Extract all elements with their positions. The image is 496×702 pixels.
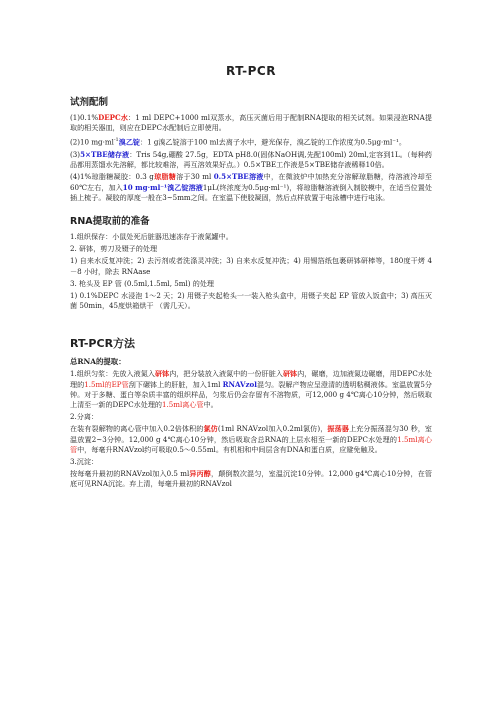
highlight: 琼脂糖 bbox=[153, 172, 177, 182]
text: 1μL(终浓度为0.5μg·ml⁻¹)，将琼脂糖溶液倒入制胶模中，在适当位置处插上梳子。凝胶的厚度一般在3~5mm之间。在室温下使胶凝固，然后点样放置于电泳槽中进行电泳。 bbox=[70, 182, 432, 202]
superscript: -1 bbox=[113, 137, 119, 144]
document-title: RT-PCR bbox=[226, 64, 276, 78]
text: ：1 ml DEPC+1000 ml双蒸水，高压灭菌后用于配制RNA提取的相关试剂。如果浸泡RNA提取的相关器皿，则应在DEPC水配制后立即使用。 bbox=[70, 113, 432, 133]
text: (2)10 mg·ml bbox=[70, 137, 114, 147]
text: 在装有裂解物的离心管中加入0.2倍体积的 bbox=[70, 424, 204, 434]
document-page bbox=[70, 64, 432, 492]
highlight: 氯仿 bbox=[203, 424, 218, 434]
text: 按每毫升最初的RNAVzol加入0.5 ml bbox=[70, 469, 190, 479]
text: 刮下碾钵上的肝脏，加入1ml bbox=[128, 379, 223, 389]
prep-line-2: 2. 研钵，剪刀及镊子的处理 bbox=[70, 244, 158, 254]
text: 1.组织匀浆：先放入液氮入 bbox=[70, 369, 155, 379]
reagent-item-1 bbox=[70, 113, 432, 133]
reagent-item-4 bbox=[70, 172, 432, 203]
prep-line-1: 1.组织保存：小鼠处死后脏器迅速冻存于液氮罐中。 bbox=[70, 231, 233, 241]
text: (1ml RNAVzol加入0.2ml氯仿)， bbox=[217, 424, 328, 434]
text: (3) bbox=[70, 149, 81, 159]
highlight: 异丙醇 bbox=[189, 469, 212, 479]
highlight: 5×TBE储存液 bbox=[80, 149, 130, 159]
reagent-heading: 试剂配制 bbox=[70, 97, 109, 108]
text: ，颠倒数次混匀，室温沉淀10分钟。12,000 g4℃离心10分钟，在管底可见RNA沉淀。弃上清，每毫升最初的RNAVzol bbox=[70, 469, 433, 489]
highlight: 1.5ml的EP管 bbox=[84, 379, 129, 389]
highlight: 研钵 bbox=[282, 369, 298, 379]
text: 溶于30 ml bbox=[176, 172, 214, 182]
text: 混匀。裂解产物应呈澄清的透明粘稠液体。室温放置5分钟。对于多糖、蛋白等杂质丰富的组织样品，匀浆后仍会存留有不溶物质，可12,000 g 4℃离心10分钟，然后吸取上清至一新的DEPC水处理的 bbox=[70, 379, 433, 410]
highlight: 研钵 bbox=[154, 369, 170, 379]
text: 内，把分装放入液氮中的一份肝脏入 bbox=[169, 369, 283, 379]
text: ：1 g溴乙锭溶于100 ml去离子水中，避光保存，溴乙锭的工作浓度为0.5μg·ml⁻¹。 bbox=[140, 137, 406, 147]
method-step-2-label: 2.分离： bbox=[70, 412, 99, 422]
text: 中，每毫升RNAVzol约可吸取0.5～0.55ml。有机相和中间层含有DNA和蛋白质，应避免触及。 bbox=[77, 444, 382, 454]
prep-line-4: 3. 枪头及 EP 管 (0.5ml,1.5ml, 5ml) 的处理 bbox=[70, 278, 215, 288]
highlight: RNAVzol bbox=[222, 379, 257, 389]
text: (4)1%琼脂糖凝胶：0.3 g bbox=[70, 172, 154, 182]
highlight: 0.5×TBE溶液 bbox=[213, 172, 264, 182]
text: ：Tris 54g,硼酸 27.5g，EDTA pH8.0(固体NaOH调,先配100ml) 20ml,定容到1L。（每种药品都用蒸馏水先溶解，都比较难溶，再互溶效果好点。）0.5×TBE工作液是5×TBE储存液稀释10倍。 bbox=[70, 149, 433, 170]
text: (1)0.1% bbox=[70, 113, 99, 122]
text: 中。 bbox=[203, 400, 218, 410]
method-subheading: 总RNA的提取： bbox=[70, 357, 126, 367]
method-step-3 bbox=[70, 469, 432, 489]
reagent-item-3 bbox=[70, 150, 432, 170]
prep-line-3: 1) 自来水反复冲洗；2) 去污剂或者洗涤灵冲洗；3) 自来水反复冲洗；4) 用锡箔纸包裹研钵研棒等，180度干烤 4－8 小时，除去 RNAase bbox=[70, 256, 432, 276]
text: 内，碾磨，边加液氮边碾磨，用DEPC水处理的 bbox=[70, 369, 432, 389]
highlight: 1.5ml离心管 bbox=[162, 400, 204, 410]
method-step-2 bbox=[70, 424, 432, 455]
method-step-3-label: 3.沉淀： bbox=[70, 457, 99, 467]
method-heading: RT-PCR方法 bbox=[70, 337, 136, 351]
prep-heading: RNA提取前的准备 bbox=[70, 215, 150, 227]
highlight: 振荡器 bbox=[327, 424, 349, 434]
prep-line-5: 1) 0.1%DEPC 水浸泡 1～2 天；2) 用镊子夹起枪头一一装入枪头盒中，用镊子夹起 EP 管放入饭盒中；3) 高压灭菌 50min，45度烘箱烘干 （需几天）。 bbox=[70, 291, 432, 311]
highlight: 10 mg·ml⁻¹溴乙锭溶液 bbox=[122, 182, 203, 192]
text: 中，在微波炉中加热充分溶解琼脂糖，待溶液冷却至60℃左右，加入 bbox=[70, 172, 432, 192]
reagent-item-2 bbox=[70, 135, 432, 148]
highlight: DEPC水 bbox=[98, 113, 129, 122]
highlight: 溴乙锭 bbox=[118, 137, 141, 147]
method-step-1 bbox=[70, 369, 432, 410]
highlight: 1.5ml离心管 bbox=[70, 434, 433, 454]
text: 上充分振荡混匀30 秒，室温放置2~3分钟。12,000 g 4℃离心10分钟，然后吸取含总RNA的上层水相至一新的DEPC水处理的 bbox=[70, 424, 433, 444]
